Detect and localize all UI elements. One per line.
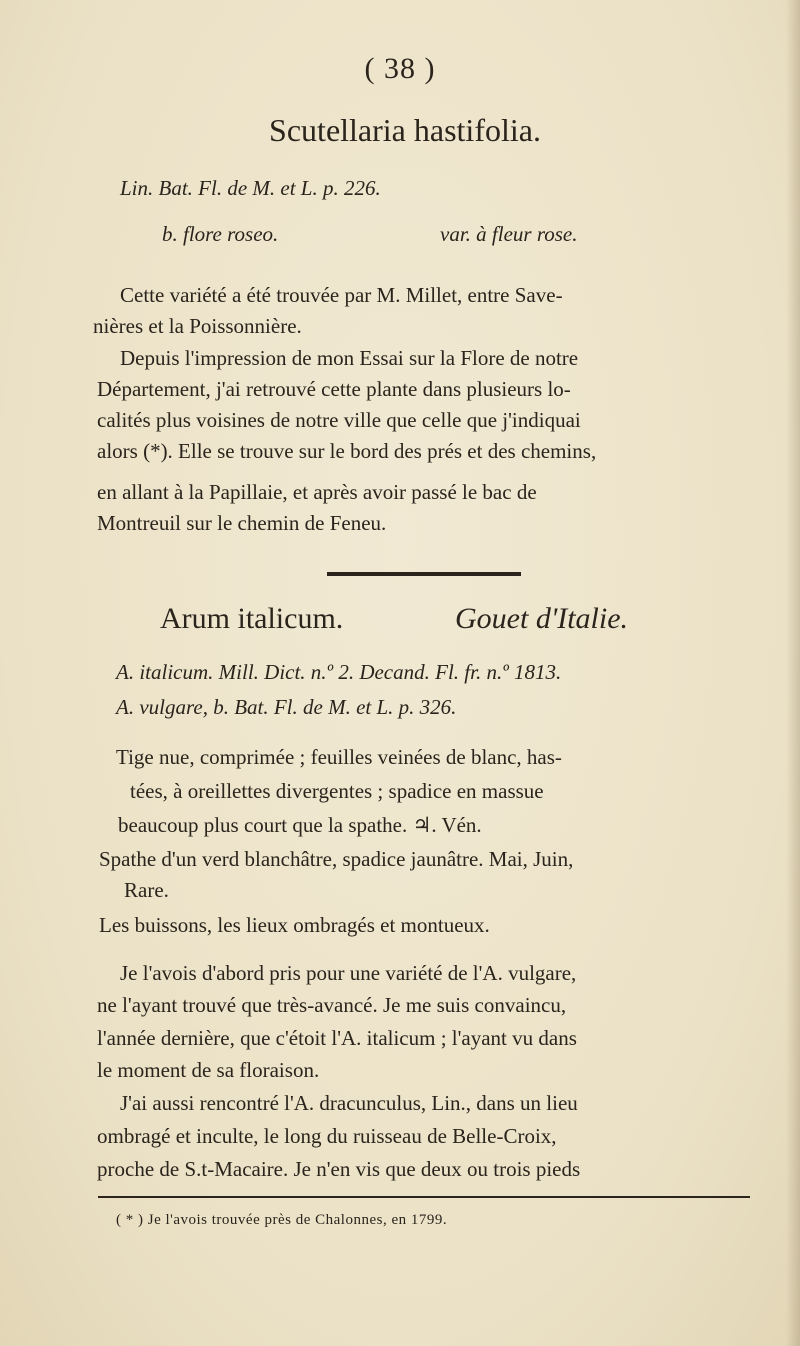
description-line: Tige nue, comprimée ; feuilles veinées de blanc, has- bbox=[116, 745, 562, 769]
description-line: tées, à oreillettes divergentes ; spadice en massue bbox=[130, 779, 544, 803]
text-line: Je l'avois d'abord pris pour une variété de l'A. vulgare, bbox=[120, 961, 577, 985]
text-line: proche de S.t-Macaire. Je n'en vis que deux ou trois pieds bbox=[97, 1157, 581, 1181]
footnote-divider bbox=[98, 1196, 750, 1198]
text-line: Montreuil sur le chemin de Feneu. bbox=[97, 511, 387, 535]
species-title-scutellaria: Scutellaria hastifolia. bbox=[269, 112, 541, 148]
text-line: calités plus voisines de notre ville que celle que j'indiquai bbox=[97, 408, 581, 432]
species-title-arum-latin: Arum italicum. bbox=[160, 602, 344, 635]
variety-french: var. à fleur rose. bbox=[440, 222, 578, 246]
text-line: Cette variété a été trouvée par M. Millet, entre Save- bbox=[120, 283, 563, 307]
text-line: le moment de sa floraison. bbox=[97, 1058, 320, 1082]
page-edge-shadow bbox=[786, 0, 800, 1346]
footnote: ( * ) Je l'avois trouvée près de Chalonnes, en 1799. bbox=[116, 1212, 448, 1228]
species-reference: Lin. Bat. Fl. de M. et L. p. 226. bbox=[120, 176, 381, 200]
description-line: Les buissons, les lieux ombragés et montueux. bbox=[99, 913, 490, 937]
text-line: J'ai aussi rencontré l'A. dracunculus, Lin., dans un lieu bbox=[120, 1091, 578, 1115]
description-line: Rare. bbox=[124, 878, 169, 902]
text-line: ne l'ayant trouvé que très-avancé. Je me suis convaincu, bbox=[97, 993, 567, 1017]
text-line: l'année dernière, que c'étoit l'A. italicum ; l'ayant vu dans bbox=[97, 1026, 577, 1050]
page-number: ( 38 ) bbox=[364, 52, 436, 85]
species-title-arum-french: Gouet d'Italie. bbox=[455, 602, 629, 635]
species-reference: A. italicum. Mill. Dict. n.º 2. Decand. Fl. fr. n.º 1813. bbox=[116, 660, 562, 684]
text-line: en allant à la Papillaie, et après avoir passé le bac de bbox=[97, 480, 537, 504]
description-line: beaucoup plus court que la spathe. ♃. Vén. bbox=[118, 813, 482, 837]
text-line: alors (*). Elle se trouve sur le bord des prés et des chemins, bbox=[97, 439, 597, 463]
section-divider bbox=[327, 572, 521, 576]
text-line: Département, j'ai retrouvé cette plante dans plusieurs lo- bbox=[97, 377, 571, 401]
text-line: ombragé et inculte, le long du ruisseau de Belle-Croix, bbox=[97, 1124, 557, 1148]
variety-latin: b. flore roseo. bbox=[162, 222, 279, 246]
species-reference: A. vulgare, b. Bat. Fl. de M. et L. p. 326. bbox=[116, 695, 457, 719]
text-line: nières et la Poissonnière. bbox=[93, 314, 302, 338]
text-line: Depuis l'impression de mon Essai sur la Flore de notre bbox=[120, 346, 579, 370]
description-line: Spathe d'un verd blanchâtre, spadice jaunâtre. Mai, Juin, bbox=[99, 847, 574, 871]
